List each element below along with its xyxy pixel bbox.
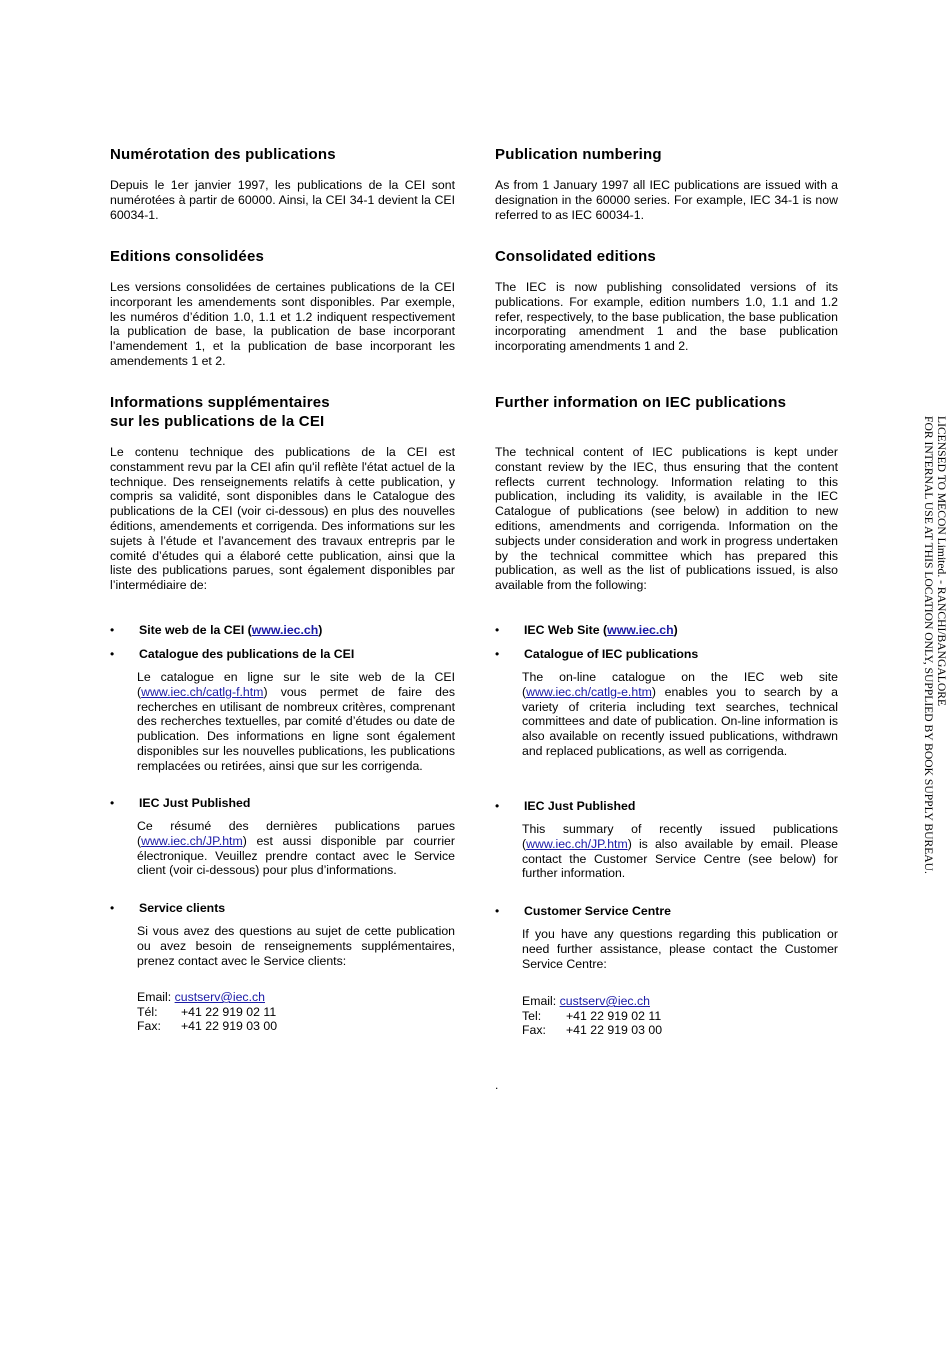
tel-value: +41 22 919 02 11 (181, 1004, 277, 1019)
license-stamp-text (922, 416, 948, 936)
text-span: ) est aussi disponible par courrier électronique. Veuillez prendre contact avec le Service client (voir ci-dessous) pour plus d’informations. (137, 833, 455, 878)
email-link[interactable]: custserv@iec.ch (174, 990, 265, 1004)
bullet-icon: • (495, 647, 500, 661)
fax-value: +41 22 919 03 00 (181, 1019, 278, 1034)
paragraph: The IEC is now publishing consolidated versions of its publications. For example, edition numbers 1.0, 1.1 and 1.2 refer, respectively, to the base publication, the base publication incorporating amendment 1 and the base publication incorporating amendments 1 and 2. (495, 280, 838, 354)
catalogue-link[interactable]: www.iec.ch/catlg-e.htm (526, 684, 652, 699)
bullet-title-text: IEC Web Site ( (524, 623, 608, 637)
tel-label: Tel: (522, 1008, 542, 1023)
just-published-link[interactable]: www.iec.ch/JP.htm (526, 836, 628, 851)
section-body (110, 178, 455, 222)
service-text (522, 927, 838, 971)
bullet-title-text: Site web de la CEI ( (139, 623, 252, 637)
section-body (110, 445, 455, 593)
tel-row (522, 1009, 662, 1024)
catalogue-link[interactable]: www.iec.ch/catlg-f.htm (141, 684, 264, 699)
bullet-icon: • (495, 799, 500, 813)
bullet-icon: • (110, 901, 115, 915)
license-line-2: FOR INTERNAL USE AT THIS LOCATION ONLY, SUPPLIED BY BOOK SUPPLY BUREAU. (922, 416, 935, 874)
section-title: Publication numbering (495, 146, 662, 163)
stray-dot: . (495, 1078, 499, 1092)
tel-label: Tél: (137, 1004, 158, 1019)
email-link[interactable]: custserv@iec.ch (559, 994, 650, 1008)
paragraph: Le contenu technique des publications de la CEI est constamment revu par la CEI afin qu'il reflète l'état actuel de la technique. Des renseignements relatifs à cette publication, y compris sa validité, sont disponibles dans le Catalogue des publications de la CEI (voir ci-dessous) en plus des nouvelles éditions, amendements et corrigenda. Des informations sur les sujets à l’étude et l’avancement des travaux entrepris par le comité d’études qui a élaboré cette publication, ainsi que la liste des publications parues, sont également disponibles par l’intermédiaire de: (110, 445, 455, 593)
section-title: Consolidated editions (495, 248, 656, 265)
section-further-fr (110, 393, 455, 431)
bullet-title: Customer Service Centre (524, 904, 671, 918)
paragraph (137, 819, 455, 878)
email-label: Email: (137, 990, 172, 1004)
just-published-text (522, 822, 838, 881)
section-body (495, 280, 838, 354)
section-body (495, 178, 838, 222)
bullet-title: Catalogue des publications de la CEI (139, 647, 355, 661)
bullet-title (139, 623, 322, 638)
fax-label: Fax: (137, 1019, 161, 1034)
service-text (137, 924, 455, 968)
bullet-title-close: ) (318, 623, 323, 637)
fax-label: Fax: (522, 1023, 546, 1038)
paragraph: The technical content of IEC publications is kept under constant review by the IEC, thus ensuring that the content reflects current technology. Information relating to this publication, including its validity, is available in the IEC Catalogue of publications (see below) in addition to new editions, amendments and corrigenda. Information on the subjects under consideration and work in progress undertaken by the technical committee which has prepared this publication, as well as the list of publications issued, is also available from the following: (495, 445, 838, 593)
bullet-icon: • (110, 796, 115, 810)
tel-row (137, 1005, 277, 1020)
bullet-title (524, 623, 678, 638)
paragraph: As from 1 January 1997 all IEC publications are issued with a designation in the 60000 series. For example, IEC 34-1 is now referred to as IEC 60034-1. (495, 178, 838, 222)
fax-row (522, 1023, 662, 1038)
section-title: Numérotation des publications (110, 146, 336, 163)
text-span: Le catalogue en ligne sur le site web de la CEI ( (137, 670, 455, 699)
text-span: ) vous permet de faire des recherches en utilisant de nombreux critères, comprenant des recherches textuelles, par comité d’études ou date de publication. Des informations en ligne sont également disponibles sur les nouvelles publications, les publications remplacées ou retirées, ainsi que sur les corrigenda. (137, 684, 455, 773)
text-span: The on-line catalogue on the IEC web site ( (522, 670, 838, 699)
paragraph (522, 670, 838, 759)
bullet-title: IEC Just Published (139, 796, 251, 810)
text-span: This summary of recently issued publications ( (522, 822, 838, 851)
paragraph (522, 822, 838, 881)
bullet-icon: • (495, 623, 500, 637)
bullet-icon: • (495, 904, 500, 918)
paragraph (137, 670, 455, 774)
paragraph: Depuis le 1er janvier 1997, les publications de la CEI sont numérotées à partir de 60000. Ainsi, la CEI 34-1 devient la CEI 60034-1. (110, 178, 455, 222)
license-stamp (918, 416, 948, 936)
just-published-link[interactable]: www.iec.ch/JP.htm (141, 833, 243, 848)
email-label: Email: (522, 994, 557, 1008)
website-link[interactable]: www.iec.ch (607, 623, 674, 637)
section-numbering-fr (110, 145, 455, 164)
bullet-title: Catalogue of IEC publications (524, 647, 699, 661)
section-further-en (495, 393, 838, 412)
contact-block (522, 994, 662, 1038)
website-link[interactable]: www.iec.ch (251, 623, 319, 637)
text-span: ) is also available by email. Please contact the Customer Service Centre (see below) for further information. (522, 836, 838, 881)
paragraph: Si vous avez des questions au sujet de cette publication ou avez besoin de renseignements supplémentaires, prenez contact avec le Service clients: (137, 924, 455, 968)
bullet-icon: • (110, 647, 115, 661)
license-line-1: LICENSED TO MECON Limited. - RANCHI/BANGALORE (935, 416, 948, 707)
catalogue-text (137, 670, 455, 774)
section-consolidated-fr (110, 247, 455, 266)
bullet-icon: • (110, 623, 115, 637)
bullet-title-close: ) (673, 623, 678, 637)
tel-value: +41 22 919 02 11 (566, 1008, 662, 1023)
text-span: ) enables you to search by a variety of criteria including text searches, technical committees and date of publication. On-line information is also available on recently issued publications, withdrawn and replaced publications, as well as corrigenda. (522, 684, 838, 758)
catalogue-text (522, 670, 838, 759)
section-title-line1: Informations supplémentaires (110, 394, 330, 411)
text-span: Ce résumé des dernières publications parues ( (137, 819, 455, 848)
section-consolidated-en (495, 247, 838, 266)
section-body (110, 280, 455, 369)
section-title: Editions consolidées (110, 248, 265, 265)
section-title: Further information on IEC publications (495, 394, 787, 411)
section-title-line2: sur les publications de la CEI (110, 413, 325, 430)
paragraph: Les versions consolidées de certaines publications de la CEI incorporant les amendements sont disponibles. Par exemple, les numéros d’édition 1.0, 1.1 et 1.2 indiquent respectivement la publication de base, la publication de base incorporant l’amendement 1, et la publication de base incorporant les amendements 1 et 2. (110, 280, 455, 368)
fax-value: +41 22 919 03 00 (566, 1023, 663, 1038)
bullet-title: Service clients (139, 901, 226, 915)
contact-block (137, 990, 277, 1034)
paragraph: If you have any questions regarding this publication or need further assistance, please contact the Customer Service Centre: (522, 927, 838, 971)
section-body (495, 445, 838, 593)
section-numbering-en (495, 145, 838, 164)
email-row (522, 994, 662, 1009)
just-published-text (137, 819, 455, 878)
email-row (137, 990, 277, 1005)
fax-row (137, 1019, 277, 1034)
bullet-title: IEC Just Published (524, 799, 636, 813)
